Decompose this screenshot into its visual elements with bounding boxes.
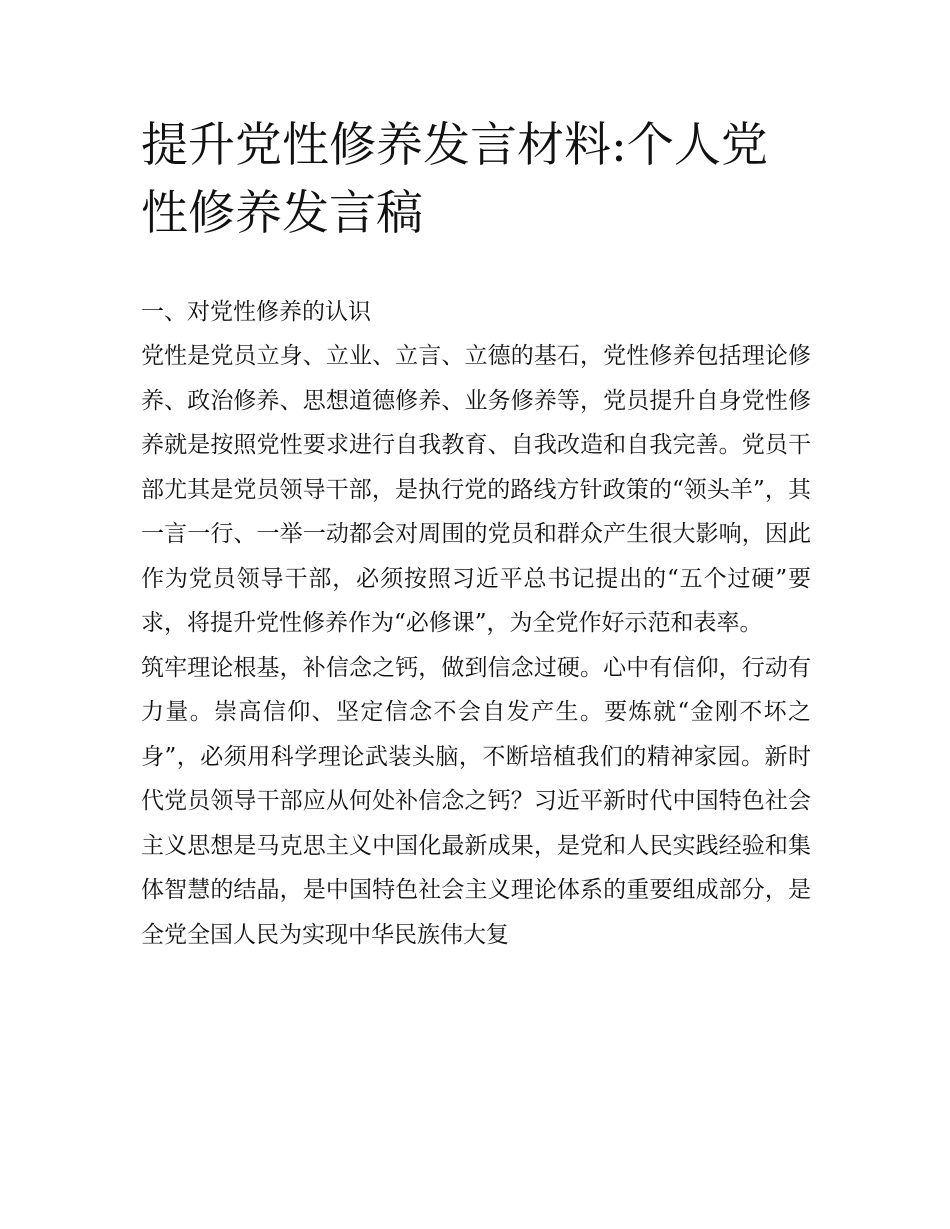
document-title: 提升党性修养发言材料:个人党性修养发言稿 — [141, 118, 768, 241]
paragraph-theory-foundation: 筑牢理论根基，补信念之钙，做到信念过硬。心中有信仰，行动有力量。崇高信仰、坚定信念不会自发产生。要炼就“金刚不坏之身”，必须用科学理论武装头脑，不断培植我们的精神家园。新时代党员领导干部应从何处补信念之钙？习近平新时代中国特色社会主义思想是马克思主义中国化最新成果，是党和人民实践经验和集体智慧的结晶，是中国特色社会主义理论体系的重要组成部分，是全党全国人民为实现中华民族伟大复 — [141, 654, 811, 948]
section-heading: 一、对党性修养的认识 — [141, 299, 371, 325]
document-body — [141, 112, 811, 957]
paragraph-party-spirit-definition: 党性是党员立身、立业、立言、立德的基石，党性修养包括理论修养、政治修养、思想道德修养、业务修养等，党员提升自身党性修养就是按照党性要求进行自我教育、自我改造和自我完善。党员干部尤其是党员领导干部，是执行党的路线方针政策的“领头羊”，其一言一行、一举一动都会对周围的党员和群众产生很大影响，因此作为党员领导干部，必须按照习近平总书记提出的“五个过硬”要求，将提升党性修养作为“必修课”，为全党作好示范和表率。 — [141, 343, 811, 636]
